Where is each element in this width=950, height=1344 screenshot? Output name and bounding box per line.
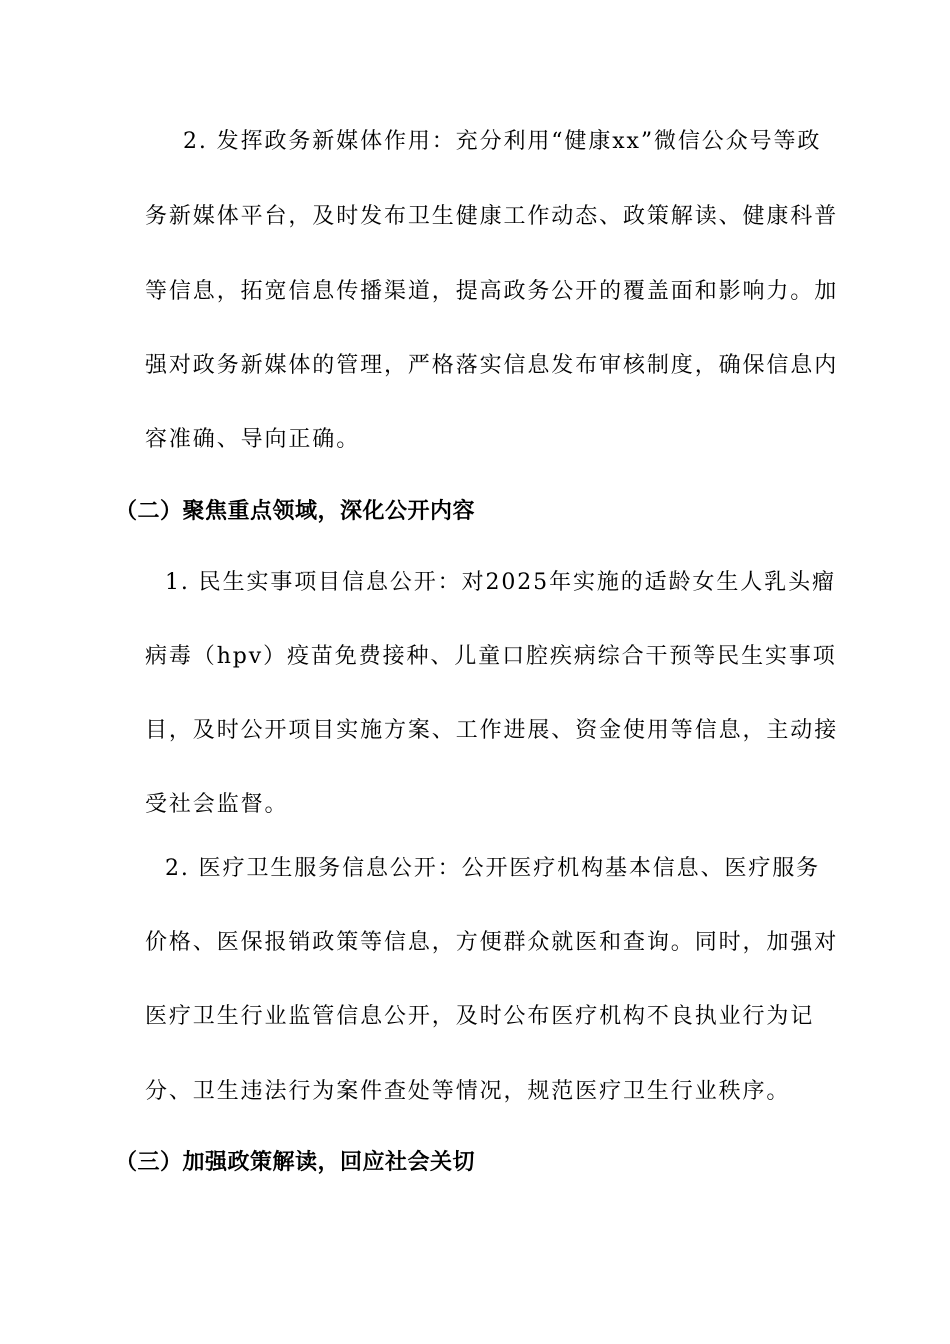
text-line: 1. 民生实事项目信息公开：对2025年实施的适龄女生人乳头瘤 [165, 570, 836, 595]
text-line: 分、卫生违法行为案件查处等情况，规范医疗卫生行业秩序。 [145, 1079, 791, 1104]
text-line: 2. 发挥政务新媒体作用：充分利用“健康xx”微信公众号等政 [183, 129, 822, 154]
text-line: 等信息，拓宽信息传播渠道，提高政务公开的覆盖面和影响力。加 [145, 279, 839, 304]
text-line: 价格、医保报销政策等信息，方便群众就医和查询。同时，加强对 [145, 930, 839, 955]
text-line: 强对政务新媒体的管理，严格落实信息发布审核制度，确保信息内 [145, 353, 839, 378]
text-line: 医疗卫生行业监管信息公开，及时公布医疗机构不良执业行为记 [145, 1004, 815, 1029]
text-line: 受社会监督。 [145, 792, 289, 817]
text-line: 容准确、导向正确。 [145, 427, 361, 452]
text-line: 务新媒体平台，及时发布卫生健康工作动态、政策解读、健康科普 [145, 204, 839, 229]
text-line: 2. 医疗卫生服务信息公开：公开医疗机构基本信息、医疗服务 [165, 856, 821, 881]
text-line: 病毒（hpv）疫苗免费接种、儿童口腔疾病综合干预等民生实事项 [145, 644, 837, 669]
section-heading-3: （三）加强政策解读，回应社会关切 [115, 1150, 476, 1175]
text-line: 目，及时公开项目实施方案、工作进展、资金使用等信息，主动接 [145, 718, 839, 743]
section-heading-2: （二）聚焦重点领域，深化公开内容 [115, 499, 476, 524]
